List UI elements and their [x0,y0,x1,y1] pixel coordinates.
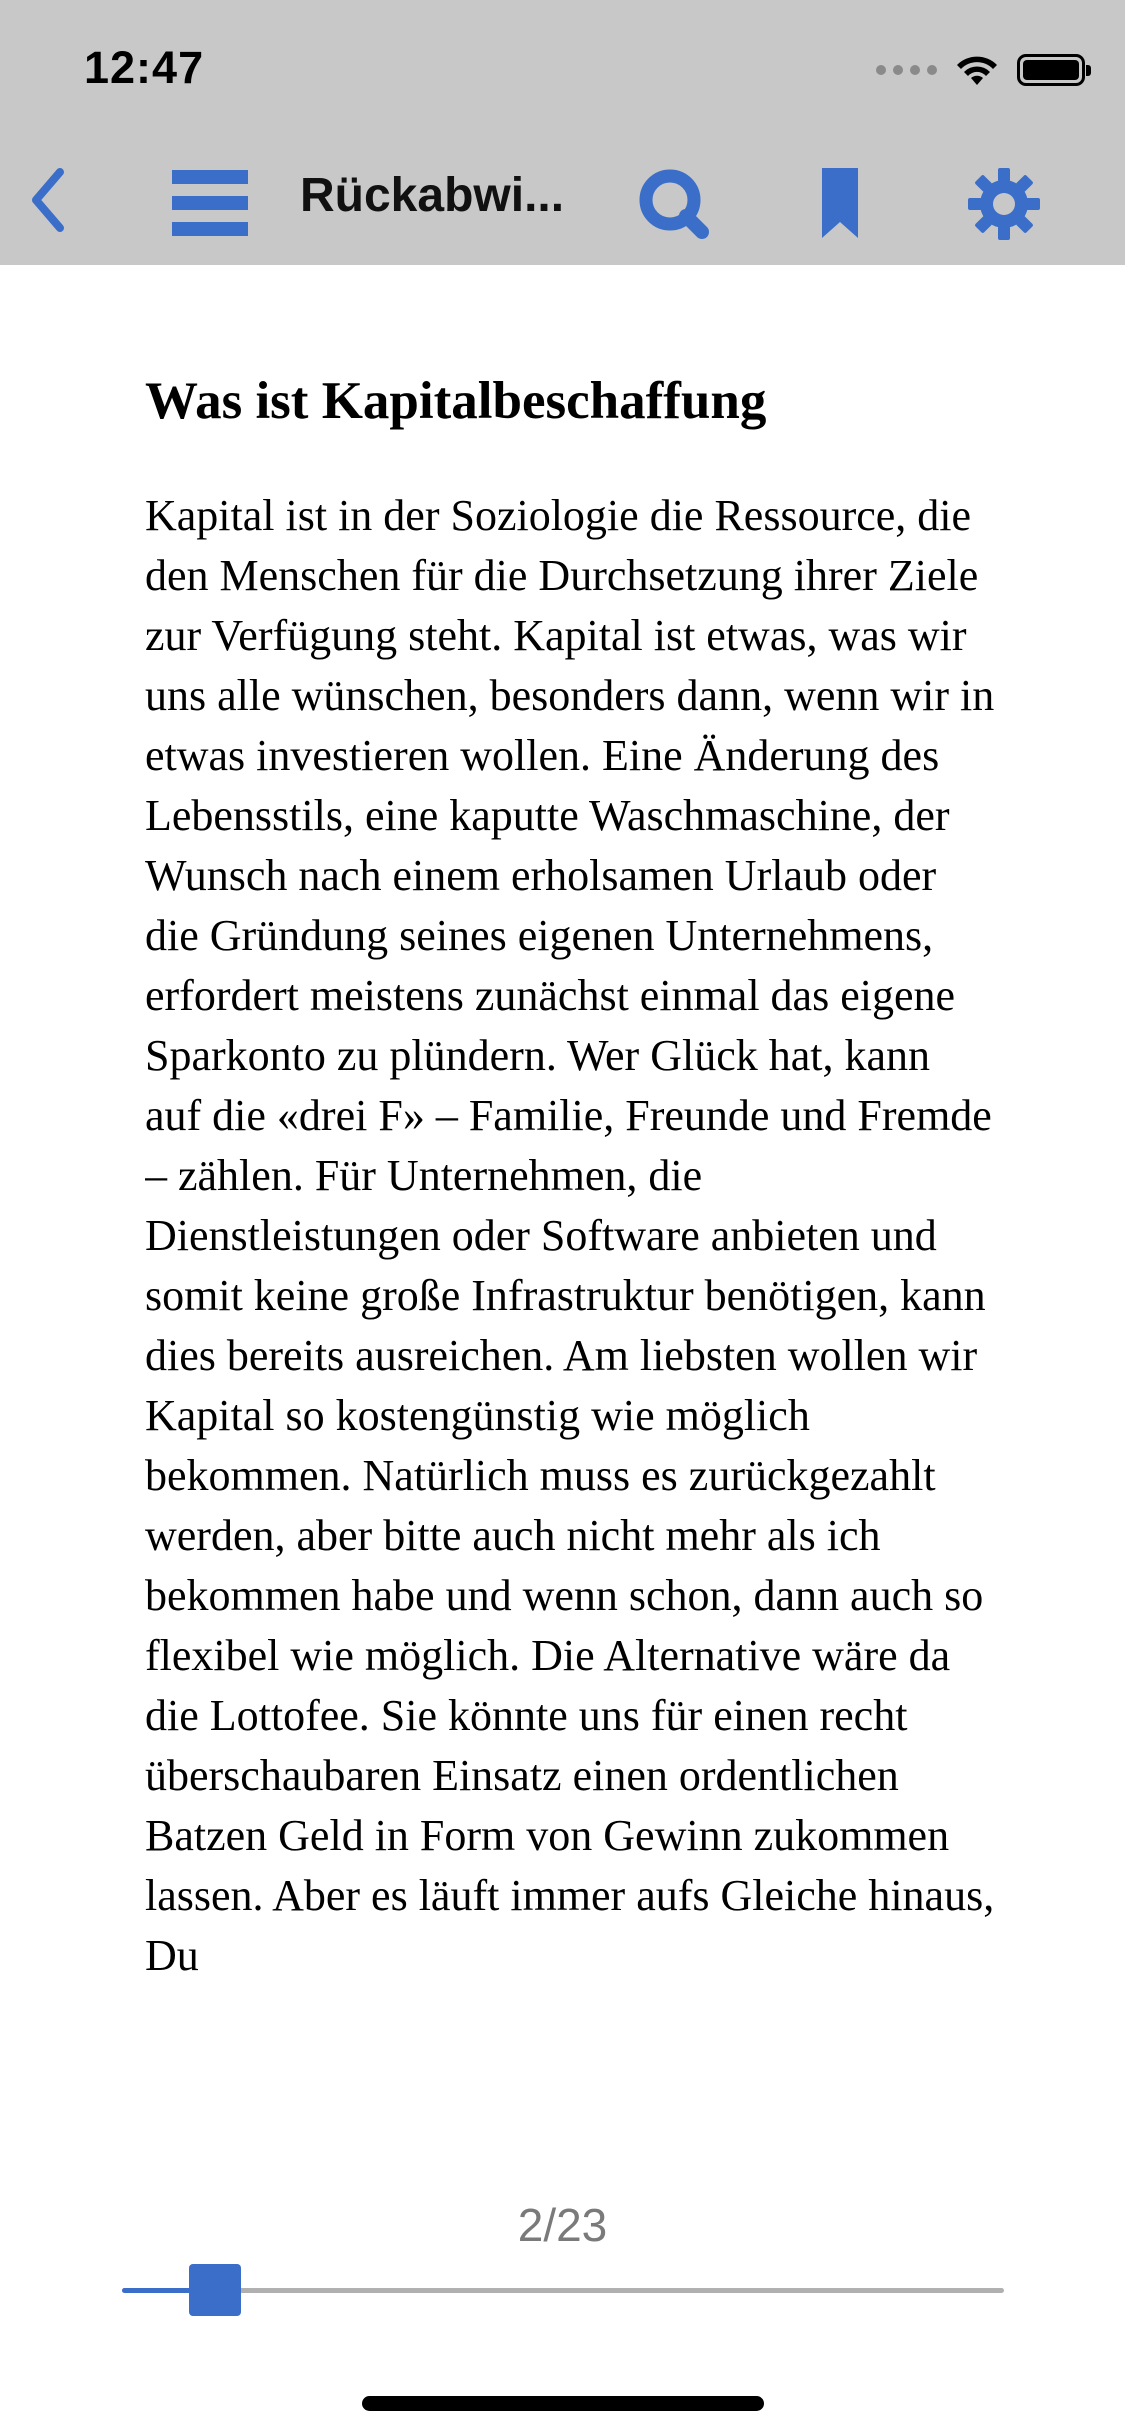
search-button[interactable] [636,168,716,240]
status-time: 12:47 [84,42,205,93]
page-slider[interactable] [122,2262,1004,2322]
chevron-left-icon [28,168,68,232]
search-icon [636,168,716,240]
book-title: Rückabwi... [300,169,565,222]
chapter-body-text: Kapital ist in der Soziologie die Ressource, die den Menschen für die Durchsetzung ihrer Ziele zur Verfügung steht. Kapital ist etwas, was wir uns alle wünschen, besonders dann, wenn wir in etwas investieren wollen. Eine Änderung des Lebensstils, eine kaputte Waschmaschine, der Wunsch nach einem erholsamen Urlaub oder die Gründung seines eigenen Unternehmens, erfordert meistens zunächst einmal das eigene Sparkonto zu plündern. Wer Glück hat, kann auf die «drei F» – Familie, Freunde und Fremde – zählen. Für Unternehmen, die Dienstleistungen oder Software anbieten und somit keine große Infrastruktur benötigen, kann dies bereits ausreichen. Am liebsten wollen wir Kapital so kostengünstig wie möglich bekommen. Natürlich muss es zurückgezahlt werden, aber bitte auch nicht mehr als ich bekommen habe und wenn schon, dann auch so flexibel wie möglich. Die Alternative wäre da die Lottofee. Sie könnte uns für einen recht überschaubaren Einsatz einen ordentlichen Batzen Geld in Form von Gewinn zukommen lassen. Aber es läuft immer aufs Gleiche hinaus, Du [145,490,995,1980]
home-indicator [362,2396,764,2411]
back-button[interactable] [18,168,78,232]
top-bar [0,0,1125,265]
menu-button[interactable] [172,170,248,236]
reader-content [145,370,995,2241]
cellular-signal-icon [876,65,937,75]
bookmark-button[interactable] [818,168,862,238]
settings-button[interactable] [966,166,1042,242]
menu-icon [172,170,248,236]
bookmark-icon [818,168,862,238]
page-counter: 2/23 [517,2199,608,2251]
reader-toolbar [0,150,1125,250]
chapter-heading: Was ist Kapitalbeschaffung [145,372,767,430]
slider-track[interactable] [122,2288,1004,2293]
slider-thumb[interactable] [189,2264,241,2316]
battery-icon [1017,54,1085,86]
wifi-icon [955,53,999,87]
status-icons [876,48,1085,92]
gear-icon [966,166,1042,242]
